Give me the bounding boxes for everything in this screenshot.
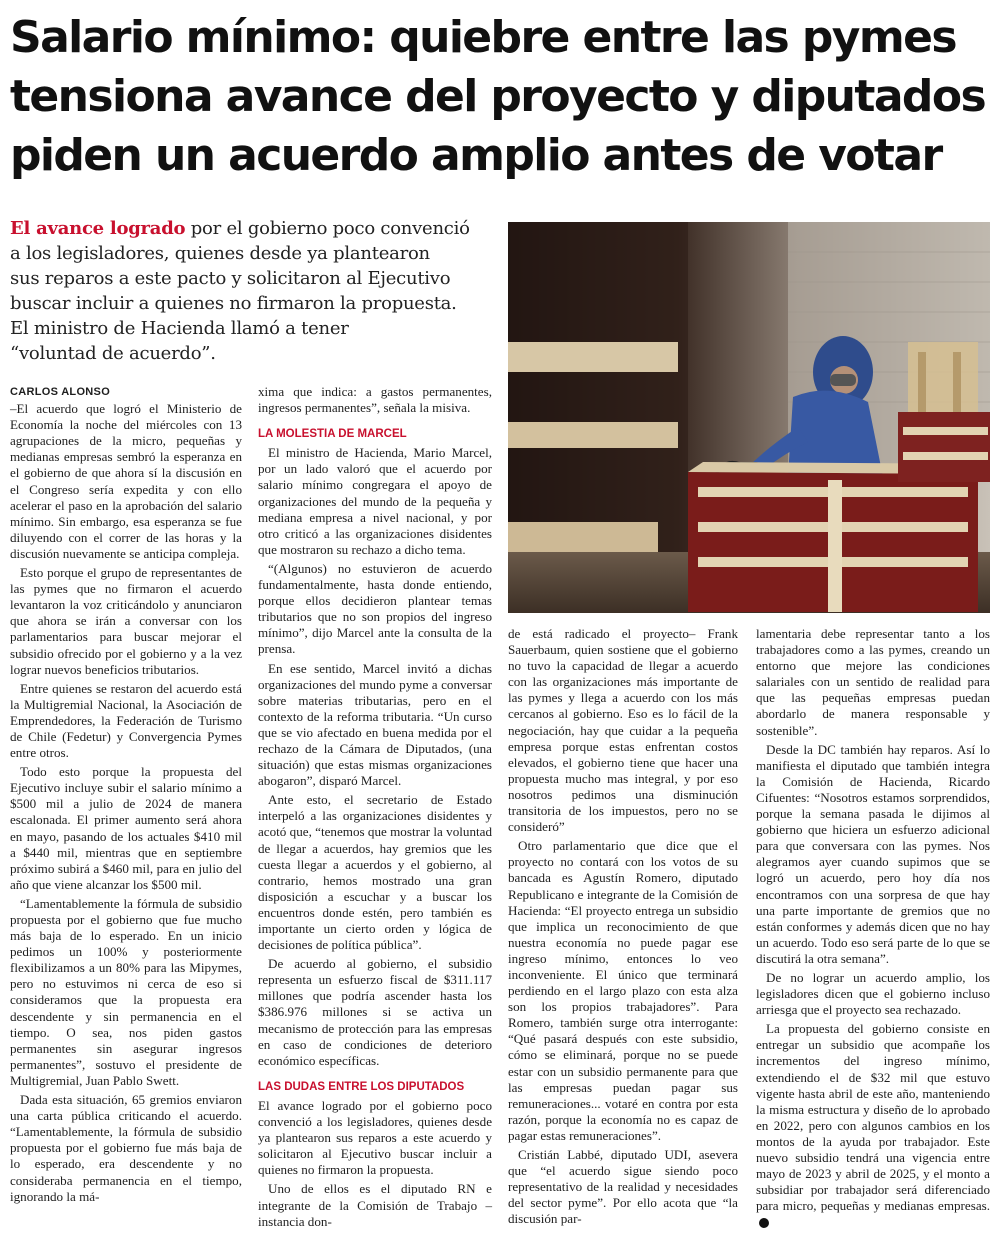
- carpentry-workshop-photo: [508, 222, 990, 613]
- paragraph: Cristián Labbé, diputado UDI, asevera que “el acuerdo sigue siendo poco representativo de la realidad y necesidades del sector pyme”. Por ello acota que “la discusión par-: [508, 1147, 738, 1227]
- end-of-article-icon: [759, 1218, 769, 1228]
- paragraph: Esto porque el grupo de representantes de las pymes que no firmaron el acuerdo levantaron la voz criticándolo y anunciaron que ahora se irán a conversar con los parlamentarios para buscar mejorar el subsidio ofrecido por el gobierno y a la vez lograr nuevos beneficios tributarios.: [10, 565, 242, 677]
- byline: CARLOS ALONSO: [10, 386, 111, 398]
- paragraph: [756, 1021, 990, 1230]
- lead-line: “voluntad de acuerdo”.: [10, 343, 216, 364]
- paragraph: De acuerdo al gobierno, el subsidio representa un esfuerzo fiscal de $311.117 millones que podría ascender hasta los $386.976 millones si se activa un mecanismo de protección para las empresas en caso de condiciones de deterioro económico específicas.: [258, 956, 492, 1068]
- article-photo: [508, 222, 990, 613]
- paragraph: Desde la DC también hay reparos. Así lo manifiesta el diputado que también integra la Comisión de Hacienda, Ricardo Cifuentes: “Nosotros estamos sorprendidos, porque la semana pasada le dijimos al gobierno que hiciera un esfuerzo adicional para que conversara con las pymes. Nos alegramos ayer cuando supimos que se logró un acuerdo, pero hoy día nos encontramos con una sorpresa de que hay una parte importante de gremios que no están conformes y además dicen que no hay un acuerdo. Todo eso será parte de lo que se discutirá la otra semana”.: [756, 741, 990, 966]
- paragraph: xima que indica: a gastos permanentes, ingresos permanentes”, señala la misiva.: [258, 384, 492, 416]
- paragraph: El ministro de Hacienda, Mario Marcel, por un lado valoró que el acuerdo por salario mínimo congregara el apoyo de organizaciones del mundo de la pequeña y mediana empresa a nivel nacional, y por otro criticó a las organizaciones disidentes que mostraron su rechazo a dicho tema.: [258, 445, 492, 557]
- paragraph: Uno de ellos es el diputado RN e integrante de la Comisión de Trabajo –instancia don-: [258, 1181, 492, 1229]
- paragraph: De no lograr un acuerdo amplio, los legisladores dicen que el gobierno incluso arriesga que el proyecto sea rechazado.: [756, 969, 990, 1018]
- paragraph: “Lamentablemente la fórmula de subsidio propuesta por el gobierno que fue mucho más baja de lo esperado. En un inicio pedimos un 100% y posteriormente flexibilizamos a un 80% para las Mipymes, pero no estuvimos ni cerca de eso si consideramos que la propuesta era descendente y sin permanencia en el tiempo. O sea, nos piden gastos permanentes sin asegurar ingresos permanentes”, sostuvo el presidente de Multigremial, Juan Pablo Swett.: [10, 895, 242, 1088]
- paragraph: Todo esto porque la propuesta del Ejecutivo incluye subir el salario mínimo a $500 mil a julio de 2024 de manera escalonada. El primer aumento será ahora en mayo, pasando de los actuales $410 mil a $440 mil, mientras que en septiembre próximo subirá a $460 mil, para en julio del año que viene alcanzar los $500 mil.: [10, 764, 242, 892]
- lead-line: [10, 216, 500, 241]
- article-column-2: [258, 384, 492, 1233]
- paragraph: lamentaria debe representar tanto a los trabajadores como a las pymes, creando un entorno que mejore las condiciones salariales con un sentido de realidad para que las pequeñas empresas puedan abordarlo de manera responsable y sostenible”.: [756, 626, 990, 738]
- paragraph: “(Algunos) no estuvieron de acuerdo fundamentalmente, hasta donde entiendo, porque ellos decidieron plantear temas tributarios que no son propios del ingreso mínimo”, dijo Marcel ante la consulta de la prensa.: [258, 560, 492, 657]
- lead-line: sus reparos a este pacto y solicitaron al Ejecutivo: [10, 268, 451, 289]
- paragraph: En ese sentido, Marcel invitó a dichas organizaciones del mundo pyme a conversar sobre materias tributarias, pero en el contexto de la reforma tributaria. “Un curso que se vio afectado en buena medida por el rechazo de la Cámara de Diputados, (una situación) que estas mismas organizaciones abogaron”, disparó Marcel.: [258, 660, 492, 789]
- paragraph: Dada esta situación, 65 gremios enviaron una carta pública criticando el acuerdo. “Lamentablemente, la fórmula de subsidio propuesta por el gobierno fue más baja de lo esperado, era descendente y no consideraba permanencia en el tiempo, ignorando la má-: [10, 1092, 242, 1204]
- paragraph: El avance logrado por el gobierno poco convenció a los legisladores, quienes desde ya plantearon sus reparos a este acuerdo y solicitaron al Ejecutivo buscar incluir a quienes no firmaron la propuesta.: [258, 1097, 492, 1178]
- headline-line: Salario mínimo: quiebre entre las pymes: [10, 12, 956, 63]
- paragraph: Otro parlamentario que dice que el proyecto no contará con los votos de su bancada es Agustín Romero, diputado Republicano e integrante de la Comisión de Hacienda: “El proyecto entrega un subsidio que implica un reconocimiento de que nuestra economía no puede pagar ese ingreso mínimo, entonces lo veo inconveniente. El único que terminará perdiendo en el largo plazo con esta alza son los propios trabajadores”. Para Romero, también surge otra interrogante: “Qué pasará después con este subsidio, cómo se eliminará, porque no se puede estar con un subsidio permanente para que las empresas puedan pagar sus remuneraciones... votaré en contra por esta razón, porque la economía no es capaz de pagar estas remuneraciones”.: [508, 838, 738, 1143]
- lead-paragraph: [10, 216, 500, 366]
- lead-line: El ministro de Hacienda llamó a tener: [10, 318, 349, 339]
- article-column-4: [756, 626, 990, 1233]
- headline-line: tensiona avance del proyecto y diputados: [10, 71, 986, 122]
- lead-line: a los legisladores, quienes desde ya plantearon: [10, 243, 430, 264]
- lead-line: buscar incluir a quienes no firmaron la propuesta.: [10, 293, 457, 314]
- paragraph-text: La propuesta del gobierno consiste en entregar un subsidio que acompañe los incrementos del ingreso mínimo, extendiendo el de $32 mil que estuvo vigente hasta abril de este año, manteniendo la misma estructura y diseño de lo aprobado en 2022, pero con algunos cambios en los montos de la ayuda por trabajador. Este nuevo subsidio tendrá una vigencia entre mayo de 2023 y abril de 2025, y el monto a subsidiar por trabajador será diferenciado para micro, pequeñas y medianas empresas.: [756, 1021, 990, 1214]
- subhead-marcel: LA MOLESTIA DE MARCEL: [258, 428, 407, 441]
- article-column-1: [10, 384, 242, 1208]
- subhead-diputados: LAS DUDAS ENTRE LOS DIPUTADOS: [258, 1080, 465, 1093]
- lead-kicker: El avance logrado: [10, 218, 186, 239]
- article-column-3: [508, 626, 738, 1230]
- paragraph: Entre quienes se restaron del acuerdo está la Multigremial Nacional, la Asociación de Emprendedores, la Federación de Turismo de Chile (Fedetur) y Convergencia Pymes entre otros.: [10, 680, 242, 761]
- lead-line-rest: por el gobierno poco convenció: [185, 218, 470, 239]
- headline: [10, 8, 990, 185]
- headline-line: piden un acuerdo amplio antes de votar: [10, 130, 942, 181]
- paragraph: Ante esto, el secretario de Estado interpeló a las organizaciones disidentes y acotó que, “tenemos que mostrar la voluntad de llegar a acuerdos, hay gremios que les cuesta llegar a acuerdos y el gobierno, al contrario, hemos mostrado una gran disposición a escuchar y a buscar los encuentros donde estén, pero también es importante un cierto orden y lógica de decisiones de política pública”.: [258, 792, 492, 953]
- paragraph: de está radicado el proyecto– Frank Sauerbaum, quien sostiene que el gobierno no tuvo la capacidad de llegar a acuerdo con las organizaciones más importante de las pymes y llega a acuerdo con los más cercanos al gobierno. Eso es lo fácil de la negociación, hay que cuidar a la pequeña empresa porque estas enfrentan costos elevados, el gobierno tiene que hacer una propuesta mucho mas integral, y por eso nosotros pedimos una disminución transitoria de los impuestos, pero no se consideró”: [508, 626, 738, 835]
- paragraph: –El acuerdo que logró el Ministerio de Economía la noche del miércoles con 13 agrupaciones de la micro, pequeñas y medianas empresas sembró la esperanza en el gobierno de que ahora sí la discusión en el Congreso sería expedita y con ello acelerar el paso en la aprobación del salario mínimo. Sin embargo, esa esperanza se fue diluyendo con el correr de las horas y la discusión nuevamente se anticipa compleja.: [10, 401, 242, 561]
